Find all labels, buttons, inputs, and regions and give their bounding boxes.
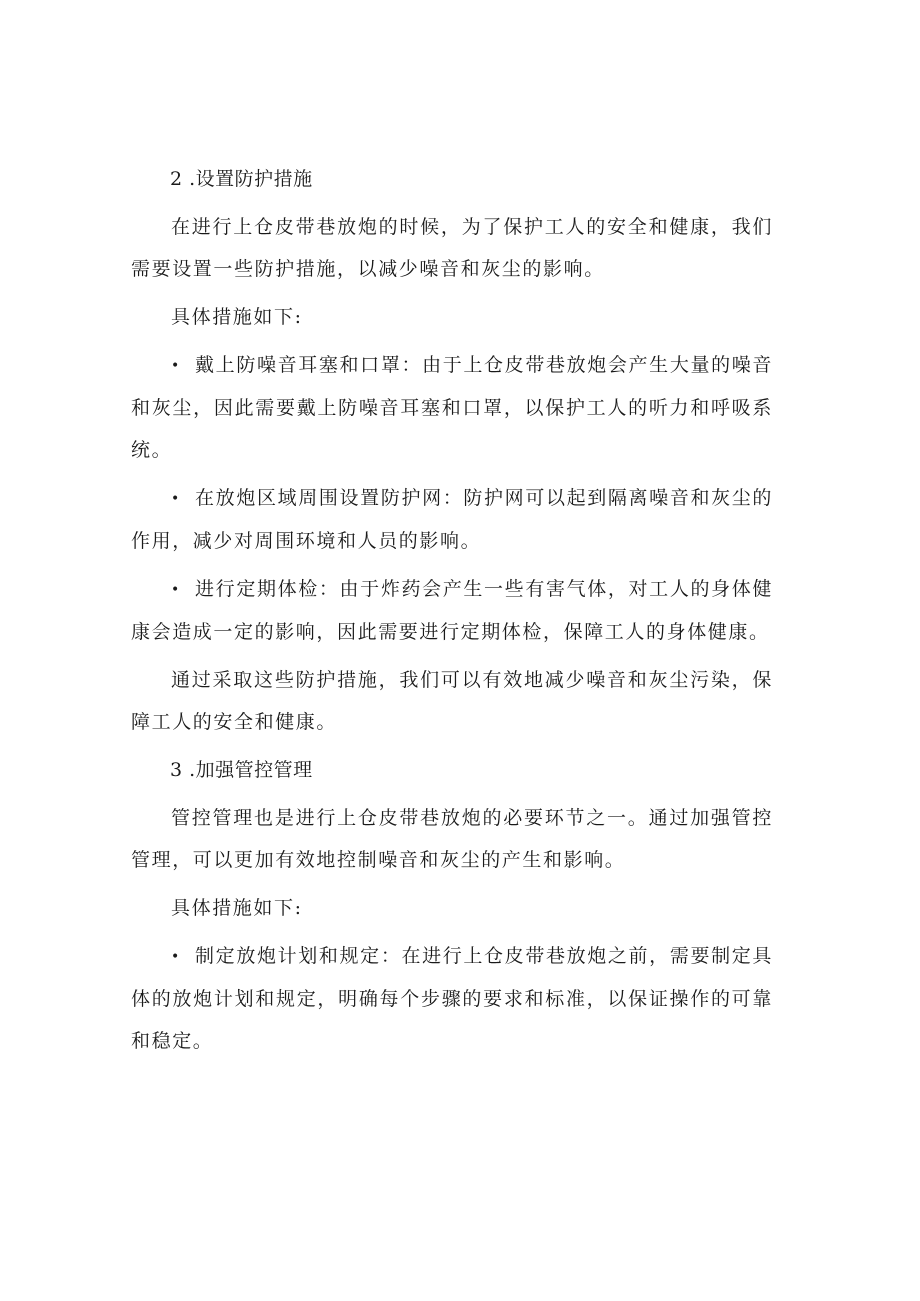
section-2-bullet-3 bbox=[131, 568, 773, 653]
bullet-dot-icon: • bbox=[171, 358, 181, 374]
section-2-measures-label: 具体措施如下: bbox=[171, 306, 303, 328]
section-2-bullet-1 bbox=[131, 344, 773, 471]
bullet-dot-icon: • bbox=[171, 582, 181, 598]
section-3-bullet-1 bbox=[131, 935, 773, 1062]
bullet-text: 在放炮区域周围设置防护网：防护网可以起到隔离噪音和灰尘的作用，减少对周围环境和人员的影响。 bbox=[131, 487, 773, 552]
bullet-text: 制定放炮计划和规定：在进行上仓皮带巷放炮之前，需要制定具体的放炮计划和规定，明确每个步骤的要求和标准，以保证操作的可靠和稳定。 bbox=[131, 945, 773, 1052]
section-2-bullet-2 bbox=[131, 477, 773, 562]
section-2-conclusion: 通过采取这些防护措施，我们可以有效地减少噪音和灰尘污染，保障工人的安全和健康。 bbox=[131, 669, 773, 733]
section-2-intro: 在进行上仓皮带巷放炮的时候，为了保护工人的安全和健康，我们需要设置一些防护措施，以减少噪音和灰尘的影响。 bbox=[131, 216, 773, 280]
section-3-measures-label: 具体措施如下: bbox=[171, 897, 303, 919]
bullet-dot-icon: • bbox=[171, 949, 181, 965]
section-3-intro: 管控管理也是进行上仓皮带巷放炮的必要环节之一。通过加强管控管理，可以更加有效地控制噪音和灰尘的产生和影响。 bbox=[131, 807, 773, 871]
bullet-text: 戴上防噪音耳塞和口罩：由于上仓皮带巷放炮会产生大量的噪音和灰尘，因此需要戴上防噪音耳塞和口罩，以保护工人的听力和呼吸系统。 bbox=[131, 354, 773, 461]
section-2-heading: 2 .设置防护措施 bbox=[170, 168, 313, 190]
bullet-text: 进行定期体检：由于炸药会产生一些有害气体，对工人的身体健康会造成一定的影响，因此需要进行定期体检，保障工人的身体健康。 bbox=[131, 578, 773, 643]
section-3-heading: 3 .加强管控管理 bbox=[170, 759, 313, 781]
document-page bbox=[131, 158, 773, 1068]
bullet-dot-icon: • bbox=[171, 491, 181, 507]
